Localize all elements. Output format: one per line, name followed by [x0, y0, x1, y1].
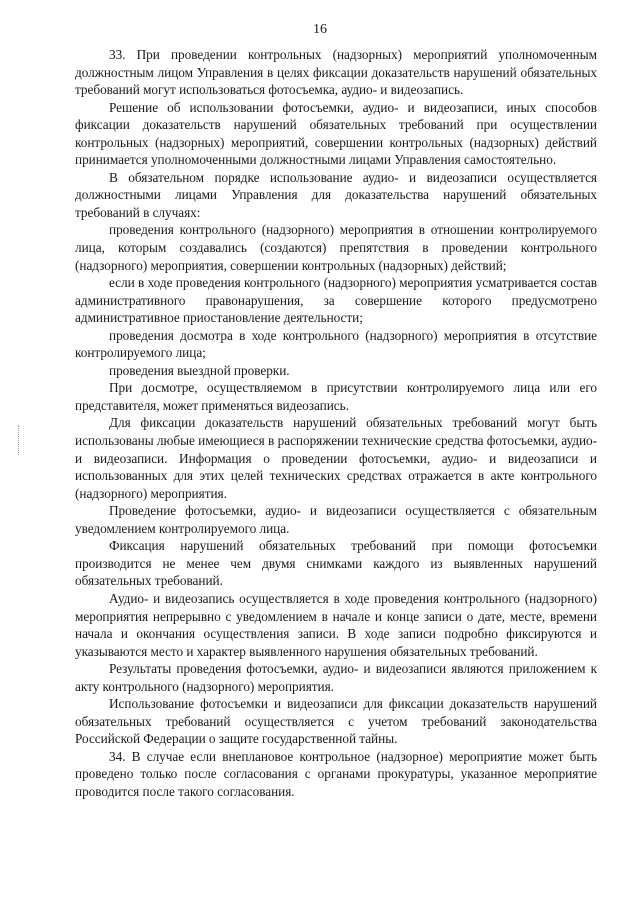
- paragraph-mandatory: В обязательном порядке использование аудио- и видеозаписи осуществляется должностными лицами Управления для доказательства нарушений обязательных требований в случаях:: [75, 169, 597, 220]
- paragraph-state-secret: Использование фотосъемки и видеозаписи для фиксации доказательств нарушений обязательных требований осуществляется с учетом требований законодательства Российской Федерации о защите государственной тайны.: [75, 696, 597, 747]
- list-item-obstruction: проведения контрольного (надзорного) мероприятия в отношении контролируемого лица, которым создавались (создаются) препятствия в проведении контрольного (надзорного) мероприятия, совершении контрольных (надзорных) действий;: [75, 222, 597, 273]
- list-item-administrative-offense: если в ходе проведения контрольного (надзорного) мероприятия усматривается состав административного правонарушения, за совершение которого предусмотрено административное приостановление деятельности;: [75, 275, 597, 326]
- paragraph-inspection-video: При досмотре, осуществляемом в присутствии контролируемого лица или его представителя, может применяться видеозапись.: [75, 380, 597, 413]
- page-number: 16: [313, 22, 327, 37]
- paragraph-technical-means: Для фиксации доказательств нарушений обязательных требований могут быть использованы любые имеющиеся в распоряжении технические средства фотосъемки, аудио- и видеозаписи. Информация о проведении фотосъемки, аудио- и видеозаписи и использованных для этих целей технических средствах отражается в акте контрольного (надзорного) мероприятия.: [75, 415, 597, 501]
- paragraph-notification: Проведение фотосъемки, аудио- и видеозаписи осуществляется с обязательным уведомлением контролируемого лица.: [75, 503, 597, 536]
- paragraph-recording: Аудио- и видеозапись осуществляется в ходе проведения контрольного (надзорного) мероприятия непрерывно с уведомлением в начале и конце записи о дате, месте, времени начала и окончания осуществления записи. В ходе записи подробно фиксируются и указываются место и характер выявленного нарушения обязательных требований.: [75, 590, 597, 659]
- paragraph-results-appendix: Результаты проведения фотосъемки, аудио- и видеозаписи являются приложением к акту контрольного (надзорного) мероприятия.: [75, 661, 597, 694]
- paragraph-photo-fixation: Фиксация нарушений обязательных требований при помощи фотосъемки производится не менее чем двумя снимками каждого из выявленных нарушений обязательных требований.: [75, 538, 597, 589]
- list-item-onsite-check: проведения выездной проверки.: [109, 362, 290, 378]
- scan-margin-mark: [18, 425, 20, 455]
- paragraph-34-unscheduled: 34. В случае если внеплановое контрольное (надзорное) мероприятие может быть проведено только после согласования с органами прокуратуры, указанное мероприятие проводится после такого согласования.: [75, 748, 597, 799]
- list-item-inspection-absence: проведения досмотра в ходе контрольного (надзорного) мероприятия в отсутствие контролируемого лица;: [75, 327, 597, 361]
- document-body: [75, 46, 597, 801]
- paragraph-decision: Решение об использовании фотосъемки, аудио- и видеозаписи, иных способов фиксации доказательств нарушений обязательных требований при осуществлении контрольных (надзорных) мероприятий, совершении контрольных (надзорных) действий принимается уполномоченными должностными лицами Управления самостоятельно.: [75, 99, 597, 168]
- paragraph-33-intro: 33. При проведении контрольных (надзорных) мероприятий уполномоченным должностным лицом Управления в целях фиксации доказательств нарушений обязательных требований могут использоваться фотосъемка, аудио- и видеозапись.: [75, 47, 597, 98]
